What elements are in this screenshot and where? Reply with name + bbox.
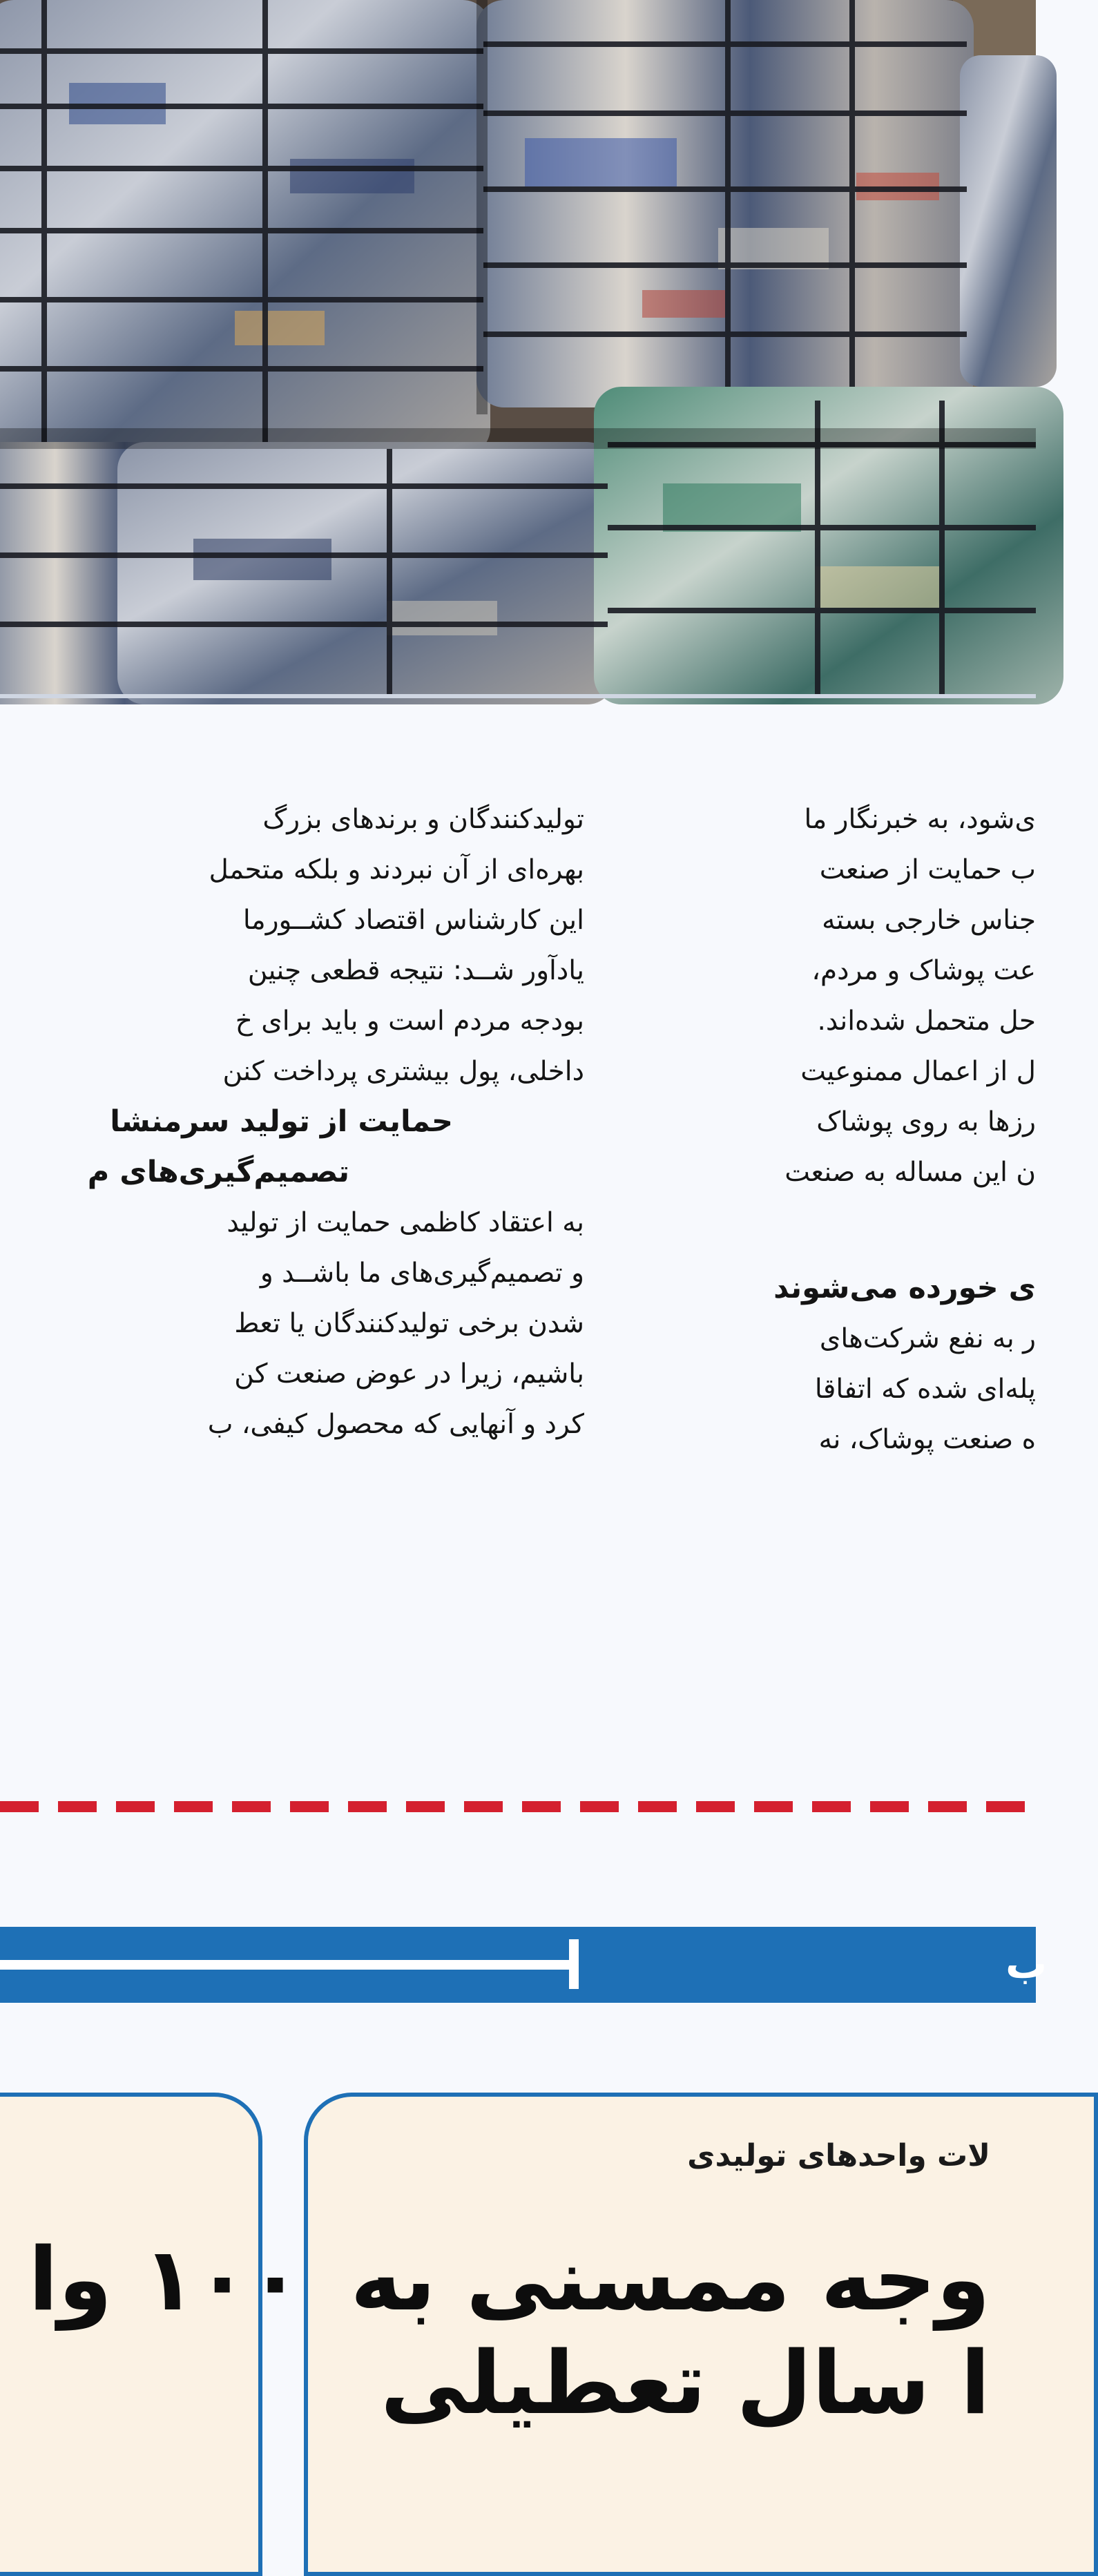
- card-kicker: لات واحدهای تولیدی: [687, 2138, 990, 2173]
- article-line: و تصمیم‌گیری‌های ما باشــد و: [260, 1258, 584, 1289]
- band-rule-end: [569, 1939, 579, 1989]
- article-line: حل متحمل شده‌اند.: [817, 1006, 1036, 1037]
- article-line: عت پوشاک و مردم،: [811, 955, 1036, 986]
- section-band-label: ب: [1005, 1940, 1048, 1988]
- article-line: رزها به روی پوشاک: [816, 1106, 1036, 1137]
- article-line: بودجه مردم است و باید برای خ: [235, 1006, 584, 1037]
- article-line: تولیدکنندگان و برندهای بزرگ: [262, 804, 584, 835]
- article-line: ل از اعمال ممنوعیت: [800, 1056, 1036, 1087]
- article-line: ه صنعت پوشاک، نه: [818, 1424, 1036, 1455]
- article-line: ب حمایت از صنعت: [819, 854, 1036, 885]
- news-card-left[interactable]: [0, 2093, 302, 2576]
- article-line: شدن برخی تولیدکنندگان یا تعط: [234, 1308, 584, 1339]
- photo-border: [0, 694, 1036, 698]
- article-line: پله‌ای شده که اتفاقا: [814, 1374, 1036, 1405]
- section-separator: [0, 1801, 1036, 1812]
- band-rule: [0, 1960, 579, 1970]
- article-subheading: ی خورده می‌شوند: [773, 1271, 1036, 1305]
- card-headline: ۱۰۰ وا: [28, 2229, 302, 2330]
- paragraph-gap: [680, 1198, 1036, 1263]
- article-column-right: [680, 794, 1036, 1775]
- article-line: یادآور شــد: نتیجه قطعی چنین: [247, 955, 584, 986]
- article-line: ر به نفع شرکت‌های: [819, 1323, 1036, 1354]
- photo-illustration: [0, 0, 1036, 694]
- article-line: این کارشناس اقتصاد کشــورما: [242, 905, 584, 936]
- article-line: بهره‌ای از آن نبردند و بلکه متحمل: [209, 854, 584, 885]
- article-subheading: حمایت از تولید سرمنشا: [110, 1104, 453, 1139]
- article-subheading: تصمیم‌گیری‌های م: [87, 1155, 349, 1189]
- article-line: ی‌شود، به خبرنگار ما: [804, 804, 1036, 835]
- clothing-bales-photo: [0, 0, 1036, 694]
- article-line: جناس خارجی بسته: [822, 905, 1036, 936]
- news-card-right[interactable]: [304, 2093, 1098, 2576]
- card-headline-line: وجه ممسنی به: [350, 2229, 990, 2330]
- article-line: کرد و آنهایی که محصول کیفی، ب: [207, 1409, 584, 1440]
- article-line: به اعتقاد کاظمی حمایت از تولید: [227, 1207, 584, 1238]
- article-column-left: [0, 794, 584, 1775]
- article-line: ن این مساله به صنعت: [784, 1157, 1036, 1188]
- card-headline: [350, 2228, 990, 2435]
- article-line: باشیم، زیرا در عوض صنعت کن: [234, 1358, 584, 1390]
- article-line: داخلی، پول بیشتری پرداخت کنن: [222, 1056, 584, 1087]
- card-headline-line: ا سال تعطیلی: [381, 2332, 990, 2434]
